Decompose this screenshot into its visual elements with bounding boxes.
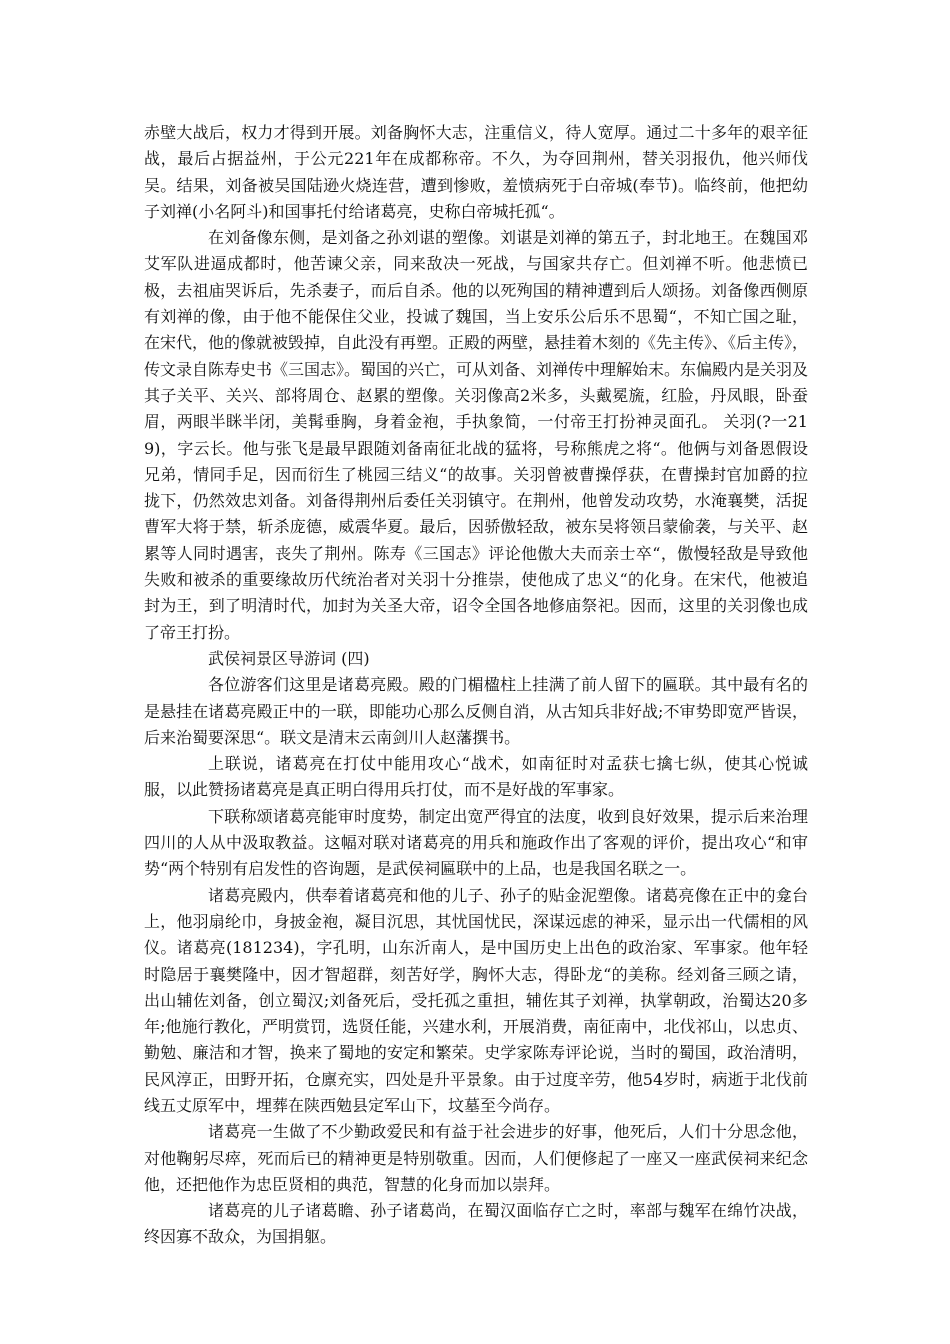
section-heading: 武侯祠景区导游词 (四) — [208, 648, 370, 668]
paragraph-zhuge-statue: 诸葛亮殿内，供奉着诸葛亮和他的儿子、孙子的贴金泥塑像。诸葛亮像在正中的龛台上，他羽扇纶巾，身披金袍，凝目沉思，其忧国忧民，深谋远虑的神采，显示出一代儒相的风仪。诸葛亮(181234)，字孔明，山东沂南人，是中国历史上出色的政治家、军事家。他年轻时隐居于襄樊隆中，因才智超群，刻苦好学，胸怀大志，得卧龙“的美称。经刘备三顾之请，出山辅佐刘备，创立蜀汉;刘备死后，受托孤之重担，辅佐其子刘禅，执掌朝政，治蜀达20多年;他施行教化，严明赏罚，选贤任能，兴建水利，开展消费，南征南中，北伐祁山，以忠贞、勤勉、廉洁和才智，换来了蜀地的安定和繁荣。史学家陈寿评论说，当时的蜀国，政治清明，民风淳正，田野开拓，仓廪充实，四处是升平景象。由于过度辛劳，他54岁时，病逝于北伐前线五丈原军中，埋葬在陕西勉县定军山下，坟墓至今尚存。 — [144, 885, 808, 1115]
paragraph-zhuge-descendants: 诸葛亮的儿子诸葛瞻、孙子诸葛尚，在蜀汉面临存亡之时，率部与魏军在绵竹决战，终因寡不敌众，为国捐躯。 — [144, 1201, 808, 1247]
paragraph-upper-couplet: 上联说，诸葛亮在打仗中能用攻心“战术，如南征时对孟获七擒七纵，使其心悦诚服，以此赞扬诸葛亮是真正明白得用兵打仗，而不是好战的军事家。 — [144, 754, 808, 800]
paragraph-liu-chen-guan-yu: 在刘备像东侧，是刘备之孙刘谌的塑像。刘谌是刘禅的第五子，封北地王。在魏国邓艾军队进逼成都时，他苦谏父亲，同来敌决一死战，与国家共存亡。但刘禅不听。他悲愤已极，去祖庙哭诉后，先杀妻子，而后自杀。他的以死殉国的精神遭到后人颂扬。刘备像西侧原有刘禅的像，由于他不能保住父业，投诚了魏国，当上安乐公后乐不思蜀“，不知亡国之耻，在宋代，他的像就被毁掉，自此没有再塑。正殿的两壁，悬挂着木刻的《先主传》、《后主传》，传文录自陈寿史书《三国志》。蜀国的兴亡，可从刘备、刘禅传中理解始末。东偏殿内是关羽及其子关平、关兴、部将周仓、赵累的塑像。关羽像高2米多，头戴冕旒，红脸，丹凤眼，卧蚕眉，两眼半眯半闭，美髯垂胸，身着金袍，手执象简，一付帝王打扮神灵面孔。 关羽(?一219)，字云长。他与张飞是最早跟随刘备南征北战的猛将，号称熊虎之将“。他俩与刘备恩假设兄弟，情同手足，因而衍生了桃园三结义“的故事。关羽曾被曹操俘获，在曹操封官加爵的拉拢下，仍然效忠刘备。刘备得荆州后委任关羽镇守。在荆州，他曾发动攻势，水淹襄樊，活捉曹军大将于禁，斩杀庞德，威震华夏。最后，因骄傲轻敌，被东吴将领吕蒙偷袭，与关平、赵累等人同时遇害，丧失了荆州。陈寿《三国志》评论他傲大夫而亲士卒“，傲慢轻敌是导致他失败和被杀的重要缘故历代统治者对关羽十分推崇，使他成了忠义“的化身。在宋代，他被追封为王，到了明清时代，加封为关圣大帝，诏令全国各地修庙祭祀。因而，这里的关羽像也成了帝王打扮。 — [144, 228, 809, 642]
paragraph-liu-bei-biography: 赤壁大战后，权力才得到开展。刘备胸怀大志，注重信义，待人宽厚。通过二十多年的艰辛征战，最后占据益州，于公元221年在成都称帝。不久，为夺回荆州，替关羽报仇，他兴师伐吴。结果，刘备被吴国陆逊火烧连营，遭到惨败，羞愤病死于白帝城(奉节)。临终前，他把幼子刘禅(小名阿斗)和国事托付给诸葛亮，史称白帝城托孤“。 — [144, 123, 808, 221]
document-body — [144, 120, 808, 1251]
paragraph-zhuge-hall-couplet: 各位游客们这里是诸葛亮殿。殿的门楣楹柱上挂满了前人留下的匾联。其中最有名的是悬挂在诸葛亮殿正中的一联，即能功心那么反侧自消，从古知兵非好战;不审势即宽严皆误，后来治蜀要深思“。联文是清末云南剑川人赵藩撰书。 — [144, 675, 808, 747]
paragraph-lower-couplet: 下联称颂诸葛亮能审时度势，制定出宽严得宜的法度，收到良好效果，提示后来治理四川的人从中汲取教益。这幅对联对诸葛亮的用兵和施政作出了客观的评价，提出攻心“和审势“两个特别有启发性的咨询题，是武侯祠匾联中的上品，也是我国名联之一。 — [144, 806, 808, 879]
paragraph-zhuge-legacy: 诸葛亮一生做了不少勤政爱民和有益于社会进步的好事，他死后，人们十分思念他，对他鞠躬尽瘁，死而后已的精神更是特别敬重。因而，人们便修起了一座又一座武侯祠来纪念他，还把他作为忠臣贤相的典范，智慧的化身而加以崇拜。 — [144, 1122, 808, 1194]
